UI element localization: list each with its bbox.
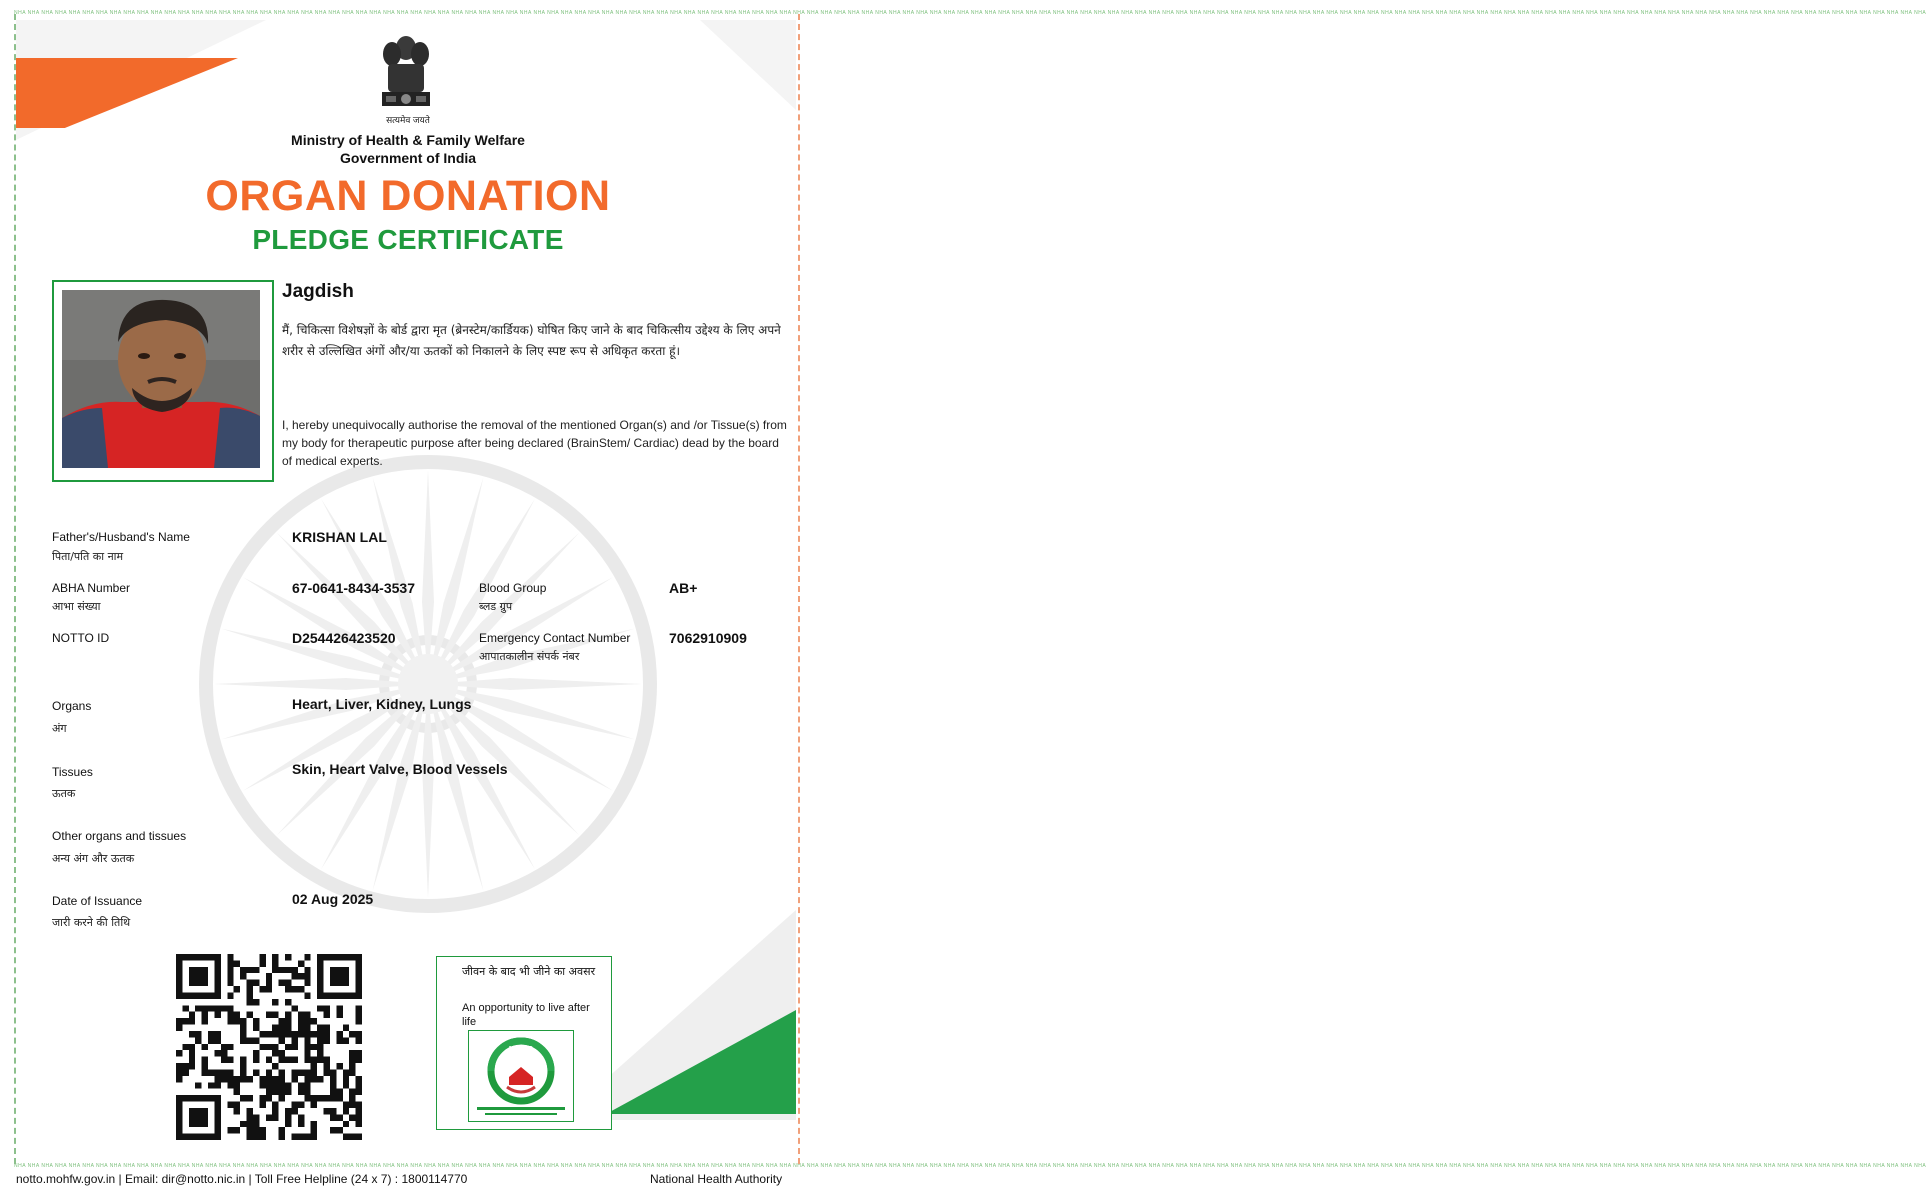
certificate-subtitle: PLEDGE CERTIFICATE [252, 224, 564, 255]
chakra-spoke [214, 678, 428, 690]
certificate-title: ORGAN DONATION [205, 172, 611, 220]
micro-text-border-top: NHA NHA NHA NHA NHA NHA NHA NHA NHA NHA NHA NHA NHA NHA NHA NHA NHA NHA NHA NHA NHA NHA NHA NHA NHA NHA NHA NHA NHA NHA NHA NHA NHA NHA NHA NHA NHA NHA NHA NHA NHA NHA NHA NHA NHA NHA NHA NHA NHA NHA NHA NHA NHA NHA NHA NHA NHA NHA NHA NHA NHA NHA NHA NHA NHA NHA NHA NHA NHA NHA NHA NHA NHA NHA NHA NHA NHA NHA NHA NHA NHA NHA NHA NHA NHA NHA NHA NHA NHA NHA NHA NHA NHA NHA NHA NHA NHA NHA NHA NHA NHA NHA NHA NHA NHA NHA NHA NHA NHA NHA NHA NHA NHA NHA NHA NHA NHA NHA NHA NHA NHA NHA NHA NHA NHA NHA NHA NHA NHA NHA NHA NHA NHA NHA NHA NHA NHA NHA NHA NHA [14, 10, 1926, 16]
father-name-label-hindi: पिता/पति का नाम [52, 550, 124, 563]
photo-frame [52, 280, 274, 482]
chakra-spoke [428, 678, 642, 690]
ministry-name: Ministry of Health & Family Welfare [291, 132, 525, 148]
donor-name: Jagdish [282, 281, 354, 302]
blood-group-value: AB+ [669, 580, 698, 596]
tagline-hindi: जीवन के बाद भी जीने का अवसर [462, 965, 596, 978]
organs-label: Organs [52, 699, 92, 713]
emergency-contact-value: 7062910909 [669, 630, 747, 646]
notto-id-value: D254426423520 [292, 630, 396, 646]
pledge-text-hindi: मैं, चिकित्सा विशेषज्ञों के बोर्ड द्वारा मृत (ब्रेनस्टेम/कार्डियक) घोषित किए जाने के बाद चिकित्सीय उद्देश्य के लिए अपने शरीर से उल्लिखित अंगों और/या ऊतकों को निकालने के लिए स्पष्ट रूप से अधिकृत करता हूं। [282, 323, 781, 358]
father-name-value: KRISHAN LAL [292, 529, 387, 545]
organs-value: Heart, Liver, Kidney, Lungs [292, 696, 472, 712]
pledge-text-english: I, hereby unequivocally authorise the removal of the mentioned Organ(s) and /or Tissue(s) from my body for therapeutic purpose after being declared (BrainStem/ Cardiac) dead by the board of medical experts. [282, 418, 787, 468]
blood-group-label: Blood Group [479, 581, 547, 595]
national-emblem-icon [378, 32, 434, 112]
issuance-date-value: 02 Aug 2025 [292, 891, 374, 907]
organs-label-hindi: अंग [52, 722, 67, 735]
tagline-english: An opportunity to live after life [462, 1002, 590, 1028]
chakra-spoke [422, 684, 434, 898]
issuance-date-label: Date of Issuance [52, 894, 143, 908]
corner-shade-top-right [700, 20, 796, 110]
emergency-contact-label: Emergency Contact Number [479, 631, 631, 645]
father-name-label: Father's/Husband's Name [52, 530, 190, 544]
notto-logo-text: NOTTO [508, 1046, 534, 1053]
donor-photo [62, 290, 260, 468]
notto-logo [468, 1030, 574, 1122]
footer-contact[interactable]: notto.mohfw.gov.in | Email: dir@notto.nic.in | Toll Free Helpline (24 x 7) : 1800114770 [16, 1172, 468, 1186]
other-organs-label: Other organs and tissues [52, 829, 187, 843]
abha-label-hindi: आभा संख्या [52, 600, 101, 613]
emblem-motto: सत्यमेव जयते [386, 115, 430, 125]
saffron-band [16, 58, 238, 128]
qr-code[interactable] [176, 954, 362, 1140]
tissues-label: Tissues [52, 765, 93, 779]
emergency-contact-label-hindi: आपातकालीन संपर्क नंबर [479, 650, 580, 663]
micro-text-border-bottom: NHA NHA NHA NHA NHA NHA NHA NHA NHA NHA NHA NHA NHA NHA NHA NHA NHA NHA NHA NHA NHA NHA NHA NHA NHA NHA NHA NHA NHA NHA NHA NHA NHA NHA NHA NHA NHA NHA NHA NHA NHA NHA NHA NHA NHA NHA NHA NHA NHA NHA NHA NHA NHA NHA NHA NHA NHA NHA NHA NHA NHA NHA NHA NHA NHA NHA NHA NHA NHA NHA NHA NHA NHA NHA NHA NHA NHA NHA NHA NHA NHA NHA NHA NHA NHA NHA NHA NHA NHA NHA NHA NHA NHA NHA NHA NHA NHA NHA NHA NHA NHA NHA NHA NHA NHA NHA NHA NHA NHA NHA NHA NHA NHA NHA NHA NHA NHA NHA NHA NHA NHA NHA NHA NHA NHA NHA NHA NHA NHA NHA NHA NHA NHA NHA NHA NHA NHA NHA NHA NHA [14, 1163, 1926, 1169]
abha-value: 67-0641-8434-3537 [292, 580, 415, 596]
footer-authority: National Health Authority [650, 1172, 783, 1186]
issuance-date-label-hindi: जारी करने की तिथि [52, 916, 131, 929]
abha-label: ABHA Number [52, 581, 131, 595]
government-name: Government of India [339, 150, 477, 166]
other-organs-label-hindi: अन्य अंग और ऊतक [52, 852, 135, 865]
ashoka-chakra-watermark [196, 452, 660, 916]
tissues-value: Skin, Heart Valve, Blood Vessels [292, 761, 508, 777]
tissues-label-hindi: ऊतक [52, 787, 76, 800]
chakra-spoke [422, 470, 434, 684]
blood-group-label-hindi: ब्लड ग्रुप [479, 600, 513, 613]
notto-id-label: NOTTO ID [52, 631, 110, 645]
